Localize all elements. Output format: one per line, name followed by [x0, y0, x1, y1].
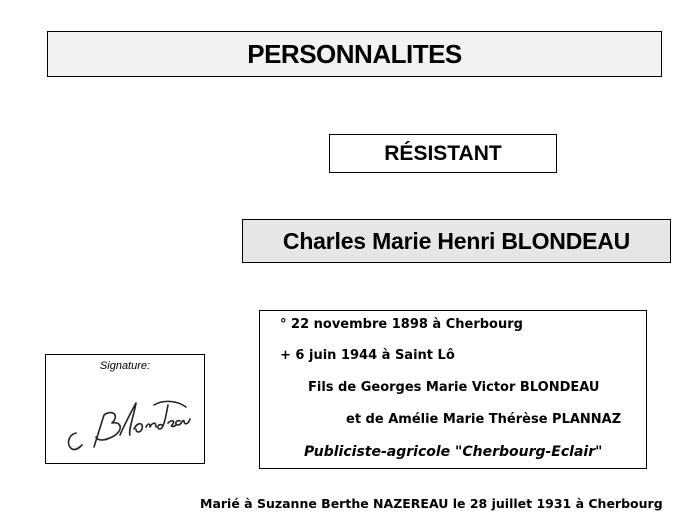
mother-info: et de Amélie Marie Thérèse PLANNAZ	[346, 412, 622, 427]
person-name: Charles Marie Henri BLONDEAU	[282, 227, 631, 254]
father-info: Fils de Georges Marie Victor BLONDEAU	[308, 380, 600, 395]
marriage-info: Marié à Suzanne Berthe NAZEREAU le 28 juillet 1931 à Cherbourg	[200, 496, 663, 511]
biography-box	[259, 310, 647, 469]
category-box	[329, 134, 557, 173]
birth-info: ° 22 novembre 1898 à Cherbourg	[280, 317, 523, 332]
signature-label: Signature:	[99, 360, 151, 372]
header-box	[47, 31, 662, 77]
signature-image	[54, 385, 196, 457]
signature-box	[45, 354, 205, 464]
person-name-box	[242, 219, 671, 263]
death-info: + 6 juin 1944 à Saint Lô	[280, 348, 455, 363]
page-title: PERSONNALITES	[247, 38, 462, 69]
profession-info: Publiciste-agricole "Cherbourg-Eclair"	[304, 444, 603, 460]
category-label: RÉSISTANT	[384, 141, 502, 165]
